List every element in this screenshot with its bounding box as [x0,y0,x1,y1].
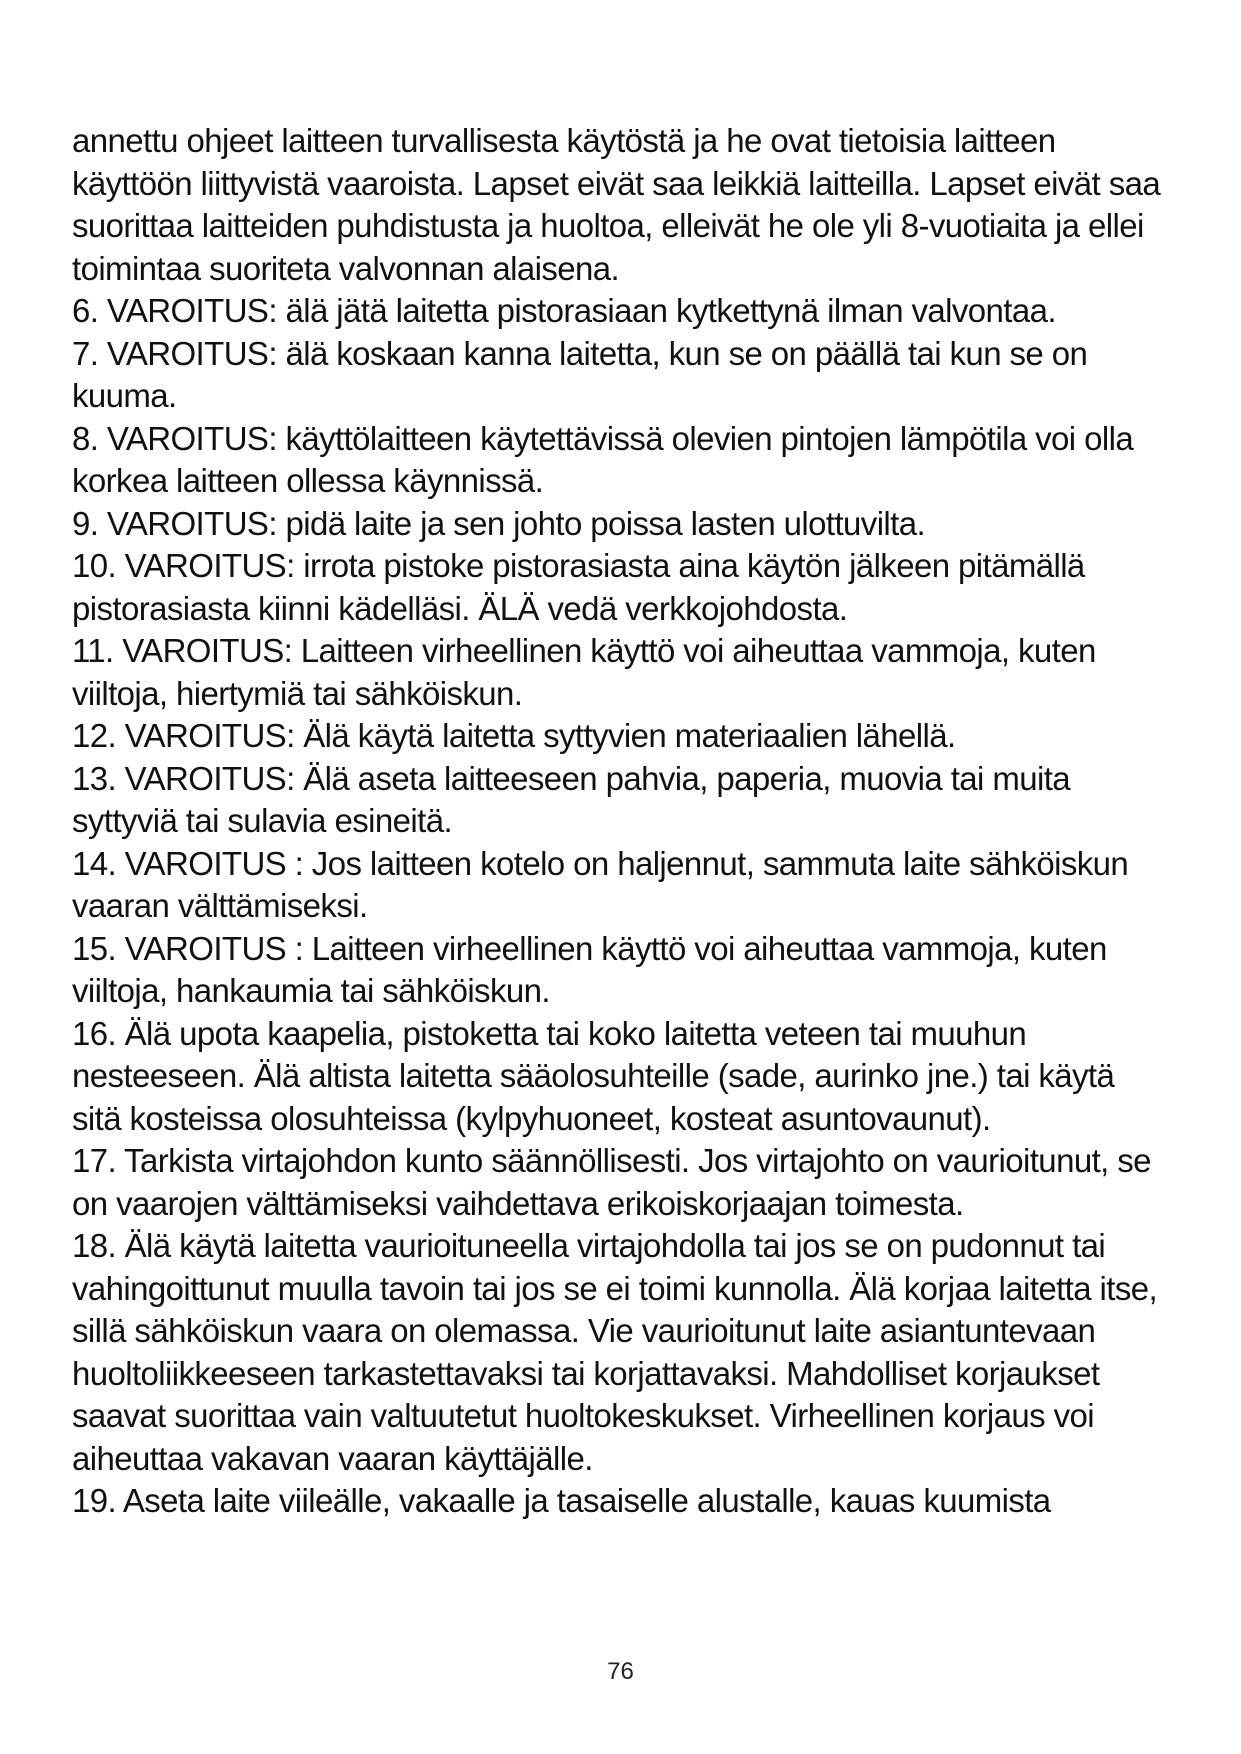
page-number: 76 [607,1658,634,1685]
paragraph-item-16: 16. Älä upota kaapelia, pistoketta tai koko laitetta veteen tai muuhun nesteeseen. Älä altista laitetta sääolosuhteille (sade, aurinko jne.) tai käytä sitä kosteissa olosuhteissa (kylpyhuoneet, kosteat asuntovaunut). [72,1014,1115,1137]
paragraph-intro-continued: annettu ohjeet laitteen turvallisesta käytöstä ja he ovat tietoisia laitteen käyttöön liittyvistä vaaroista. Lapset eivät saa leikkiä laitteilla. Lapset eivät saa suorittaa laitteiden puhdistusta ja huoltoa, elleivät he ole yli 8-vuotiaita ja ellei toimintaa suoriteta valvonnan alaisena. [72,122,1161,287]
paragraph-item-12: 12. VAROITUS: Älä käytä laitetta syttyvien materiaalien lähellä. [72,717,956,754]
paragraph-item-13: 13. VAROITUS: Älä aseta laitteeseen pahvia, paperia, muovia tai muita syttyviä tai sulavia esineitä. [72,759,1071,839]
paragraph-item-10: 10. VAROITUS: irrota pistoke pistorasiasta aina käytön jälkeen pitämällä pistorasiasta kiinni kädelläsi. ÄLÄ vedä verkkojohdosta. [72,547,1085,627]
paragraph-item-8: 8. VAROITUS: käyttölaitteen käytettävissä olevien pintojen lämpötila voi olla korkea laitteen ollessa käynnissä. [72,419,1134,499]
paragraph-item-15: 15. VAROITUS : Laitteen virheellinen käyttö voi aiheuttaa vammoja, kuten viiltoja, hankaumia tai sähköiskun. [72,929,1107,1009]
paragraph-item-7: 7. VAROITUS: älä koskaan kanna laitetta, kun se on päällä tai kun se on kuuma. [72,334,1088,414]
paragraph-item-17: 17. Tarkista virtajohdon kunto säännöllisesti. Jos virtajohto on vaurioitunut, se on vaarojen välttämiseksi vaihdettava erikoiskorjaajan toimesta. [72,1142,1151,1222]
body-text [72,120,1162,1523]
paragraph-item-19: 19. Aseta laite viileälle, vakaalle ja tasaiselle alustalle, kauas kuumista [72,1482,1051,1519]
paragraph-item-11: 11. VAROITUS: Laitteen virheellinen käyttö voi aiheuttaa vammoja, kuten viiltoja, hiertymiä tai sähköiskun. [72,632,1096,712]
paragraph-item-14: 14. VAROITUS : Jos laitteen kotelo on haljennut, sammuta laite sähköiskun vaaran välttämiseksi. [72,844,1129,924]
paragraph-item-9: 9. VAROITUS: pidä laite ja sen johto poissa lasten ulottuvilta. [72,504,926,542]
paragraph-item-6: 6. VAROITUS: älä jätä laitetta pistorasiaan kytkettynä ilman valvontaa. [72,292,1056,329]
paragraph-item-18: 18. Älä käytä laitetta vaurioituneella virtajohdolla tai jos se on pudonnut tai vahingoittunut muulla tavoin tai jos se ei toimi kunnolla. Älä korjaa laitetta itse, sillä sähköiskun vaara on olemassa. Vie vaurioitunut laite asiantuntevaan huoltoliikkeeseen tarkastettavaksi tai korjattavaksi. Mahdolliset korjaukset saavat suorittaa vain valtuutetut huoltokeskukset. Virheellinen korjaus voi aiheuttaa vakavan vaaran käyttäjälle. [72,1227,1158,1477]
